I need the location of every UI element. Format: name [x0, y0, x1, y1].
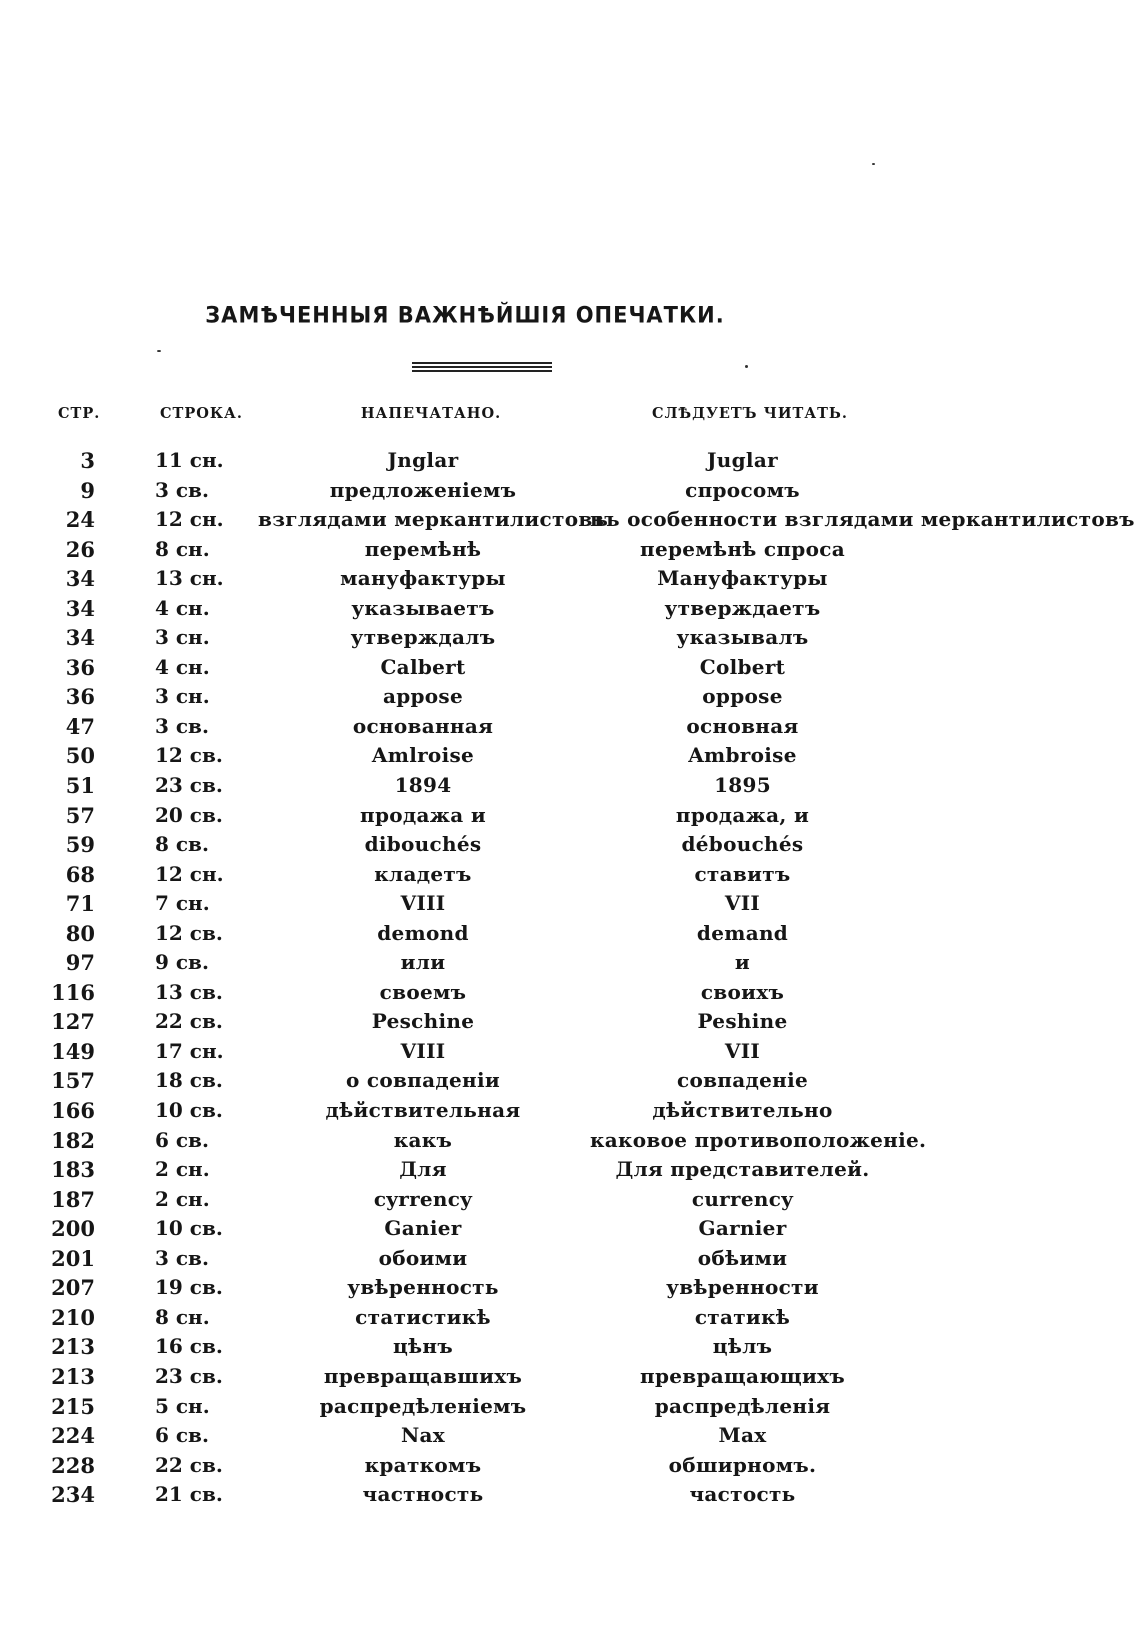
scan-speck	[157, 350, 161, 352]
cell-printed: Для	[399, 1157, 447, 1182]
cell-page: 36	[65, 654, 95, 680]
divider-line	[412, 362, 552, 364]
cell-line: 23 св.	[155, 773, 223, 798]
cell-page: 157	[51, 1068, 95, 1094]
cell-should-read: Garnier	[698, 1216, 787, 1241]
cell-should-read: частость	[689, 1482, 796, 1507]
table-row	[0, 712, 1140, 742]
cell-line: 4 сн.	[155, 595, 210, 620]
cell-line: 5 сн.	[155, 1393, 210, 1418]
cell-printed: основанная	[352, 713, 494, 738]
cell-line: 17 сн.	[155, 1038, 224, 1063]
cell-should-read: débouchés	[681, 832, 804, 857]
cell-should-read: статикѣ	[694, 1304, 791, 1329]
cell-printed: dibouchés	[364, 832, 482, 857]
table-row	[0, 1096, 1140, 1126]
cell-page: 47	[65, 713, 95, 739]
table-row	[0, 948, 1140, 978]
cell-printed: превращавшихъ	[323, 1363, 523, 1388]
cell-printed: частность	[362, 1482, 484, 1507]
cell-should-read: каковое противоположеніе.	[590, 1127, 927, 1152]
cell-page: 224	[51, 1423, 95, 1449]
cell-page: 182	[51, 1127, 95, 1153]
cell-printed: Amlroise	[371, 743, 475, 768]
cell-printed: Nax	[400, 1423, 446, 1448]
cell-should-read: demand	[696, 920, 789, 945]
cell-page: 200	[51, 1216, 95, 1242]
errata-table	[0, 446, 1140, 1510]
cell-printed: Jnglar	[387, 448, 459, 472]
cell-line: 12 св.	[155, 743, 223, 768]
cell-line: 12 св.	[155, 920, 223, 945]
cell-line: 2 сн.	[155, 1186, 210, 1211]
cell-should-read: указывалъ	[676, 625, 809, 650]
header-line: СТРОКА.	[160, 405, 243, 422]
cell-should-read: и	[734, 950, 751, 975]
cell-line: 22 св.	[155, 1452, 223, 1477]
table-header	[0, 405, 1140, 425]
cell-line: 10 св.	[155, 1216, 223, 1241]
cell-should-read: совпаденіе	[676, 1068, 809, 1093]
scan-speck	[872, 163, 875, 165]
cell-page: 213	[51, 1334, 95, 1360]
table-row	[0, 1214, 1140, 1244]
cell-should-read: Max	[718, 1423, 767, 1448]
cell-line: 10 св.	[155, 1098, 223, 1123]
cell-printed: VIII	[400, 891, 446, 916]
table-row	[0, 1421, 1140, 1451]
cell-line: 2 сн.	[155, 1157, 210, 1182]
cell-printed: увѣренность	[347, 1275, 499, 1300]
cell-should-read: спросомъ	[685, 477, 800, 502]
cell-page: 9	[80, 477, 95, 503]
cell-line: 8 сн.	[155, 1304, 210, 1329]
table-row	[0, 594, 1140, 624]
cell-printed: своемъ	[379, 979, 467, 1004]
table-row	[0, 505, 1140, 535]
table-row	[0, 1451, 1140, 1481]
cell-should-read: Ambroise	[688, 743, 797, 768]
cell-should-read: перемѣнѣ спроса	[640, 536, 845, 561]
table-row	[0, 1126, 1140, 1156]
cell-printed: цѣнъ	[392, 1334, 454, 1359]
cell-page: 36	[65, 684, 95, 710]
cell-printed: demond	[377, 920, 469, 945]
cell-page: 59	[65, 832, 95, 858]
cell-should-read: currency	[691, 1186, 794, 1211]
cell-printed: краткомъ	[364, 1452, 482, 1477]
cell-line: 11 сн.	[155, 448, 224, 472]
table-row	[0, 1185, 1140, 1215]
cell-printed: какъ	[393, 1127, 453, 1152]
table-row	[0, 860, 1140, 890]
table-row	[0, 889, 1140, 919]
cell-line: 8 св.	[155, 832, 209, 857]
cell-should-read: основная	[686, 713, 799, 738]
cell-should-read: VII	[724, 891, 761, 916]
cell-page: 149	[51, 1038, 95, 1064]
cell-printed: или	[400, 950, 446, 975]
cell-line: 4 сн.	[155, 654, 210, 679]
table-row	[0, 1066, 1140, 1096]
cell-should-read: дѣйствительно	[652, 1098, 833, 1123]
cell-should-read: ставитъ	[694, 861, 791, 886]
table-row	[0, 1392, 1140, 1422]
cell-printed: VIII	[400, 1038, 446, 1063]
cell-printed: распредѣленіемъ	[319, 1393, 527, 1418]
cell-page: 97	[65, 950, 95, 976]
cell-should-read: обширномъ.	[668, 1452, 817, 1477]
cell-page: 215	[51, 1393, 95, 1419]
cell-line: 13 св.	[155, 979, 223, 1004]
header-should-read: СЛѢДУЕТЪ ЧИТАТЬ.	[652, 405, 848, 422]
cell-should-read: своихъ	[700, 979, 785, 1004]
cell-line: 13 сн.	[155, 566, 224, 591]
table-row	[0, 1037, 1140, 1067]
header-printed: НАПЕЧАТАНО.	[360, 405, 502, 422]
cell-line: 20 св.	[155, 802, 223, 827]
page-title: ЗАМѢЧЕННЫЯ ВАЖНѢЙШІЯ ОПЕЧАТКИ.	[205, 302, 725, 328]
cell-page: 207	[51, 1275, 95, 1301]
cell-should-read: Мануфактуры	[657, 566, 828, 591]
cell-line: 8 сн.	[155, 536, 210, 561]
cell-line: 3 св.	[155, 1245, 209, 1270]
table-row	[0, 801, 1140, 831]
divider-line	[412, 366, 552, 368]
cell-page: 68	[65, 861, 95, 887]
cell-printed: cyrrency	[373, 1186, 473, 1211]
cell-printed: статистикѣ	[355, 1304, 491, 1329]
cell-page: 26	[65, 536, 95, 562]
cell-printed: кладетъ	[374, 861, 472, 886]
cell-printed: продажа и	[360, 802, 486, 827]
cell-should-read: цѣлъ	[712, 1334, 773, 1359]
table-row	[0, 682, 1140, 712]
cell-printed: утверждалъ	[350, 625, 496, 650]
cell-should-read: обѣими	[697, 1245, 788, 1270]
cell-printed: 1894	[394, 773, 452, 798]
table-row	[0, 1303, 1140, 1333]
cell-page: 210	[51, 1304, 95, 1330]
cell-line: 12 сн.	[155, 507, 224, 532]
table-row	[0, 1007, 1140, 1037]
cell-line: 16 св.	[155, 1334, 223, 1359]
cell-page: 51	[65, 773, 95, 799]
cell-page: 50	[65, 743, 95, 769]
cell-line: 3 сн.	[155, 625, 210, 650]
cell-line: 7 сн.	[155, 891, 210, 916]
cell-page: 127	[51, 1009, 95, 1035]
cell-line: 6 св.	[155, 1423, 209, 1448]
cell-printed: мануфактуры	[340, 566, 506, 591]
table-row	[0, 978, 1140, 1008]
table-row	[0, 741, 1140, 771]
cell-line: 21 св.	[155, 1482, 223, 1507]
cell-page: 213	[51, 1363, 95, 1389]
cell-printed: предложеніемъ	[329, 477, 517, 502]
cell-printed: перемѣнѣ	[364, 536, 482, 561]
cell-printed: Ganier	[384, 1216, 462, 1241]
cell-line: 22 св.	[155, 1009, 223, 1034]
table-row	[0, 653, 1140, 683]
cell-should-read: Peshine	[697, 1009, 788, 1034]
cell-page: 183	[51, 1157, 95, 1183]
cell-should-read: утверждаетъ	[664, 595, 821, 620]
table-row	[0, 1244, 1140, 1274]
cell-printed: Peschine	[371, 1009, 475, 1034]
table-row	[0, 1332, 1140, 1362]
cell-page: 187	[51, 1186, 95, 1212]
cell-page: 228	[51, 1452, 95, 1478]
title-divider	[412, 362, 552, 371]
cell-printed: указываетъ	[351, 595, 495, 620]
cell-page: 57	[65, 802, 95, 828]
cell-page: 234	[51, 1482, 95, 1508]
cell-line: 3 сн.	[155, 684, 210, 709]
cell-line: 18 св.	[155, 1068, 223, 1093]
table-row	[0, 1362, 1140, 1392]
cell-page: 71	[65, 891, 95, 917]
cell-page: 201	[51, 1245, 95, 1271]
cell-should-read: Для представителей.	[615, 1157, 870, 1182]
cell-should-read: въ особенности взглядами меркантилистовъ	[590, 507, 1135, 532]
cell-printed: appose	[382, 684, 464, 709]
cell-line: 3 св.	[155, 477, 209, 502]
cell-should-read: Colbert	[699, 654, 786, 679]
table-row	[0, 535, 1140, 565]
cell-should-read: oppose	[702, 684, 783, 709]
cell-page: 34	[65, 566, 95, 592]
cell-printed: обоими	[378, 1245, 468, 1270]
table-row	[0, 446, 1140, 476]
cell-printed: дѣйствительная	[325, 1098, 521, 1123]
cell-page: 80	[65, 920, 95, 946]
cell-line: 9 св.	[155, 950, 209, 975]
header-page: СТР.	[58, 405, 101, 422]
cell-should-read: 1895	[714, 773, 771, 798]
cell-page: 166	[51, 1098, 95, 1124]
cell-printed: Calbert	[380, 654, 466, 679]
cell-page: 24	[65, 507, 95, 533]
cell-page: 34	[65, 595, 95, 621]
cell-page: 3	[80, 448, 95, 473]
cell-should-read: распредѣленія	[654, 1393, 831, 1418]
cell-page: 116	[51, 979, 95, 1005]
scan-speck	[745, 365, 748, 368]
cell-line: 3 св.	[155, 713, 209, 738]
table-row	[0, 771, 1140, 801]
cell-line: 19 св.	[155, 1275, 223, 1300]
cell-should-read: Juglar	[707, 448, 778, 472]
cell-printed: взглядами меркантилистовъ	[258, 507, 609, 532]
table-row	[0, 564, 1140, 594]
table-row	[0, 476, 1140, 506]
cell-printed: о совпаденіи	[345, 1068, 501, 1093]
table-row	[0, 830, 1140, 860]
cell-line: 6 св.	[155, 1127, 209, 1152]
cell-line: 12 сн.	[155, 861, 224, 886]
table-row	[0, 1480, 1140, 1510]
table-row	[0, 919, 1140, 949]
table-row	[0, 1155, 1140, 1185]
table-row	[0, 1273, 1140, 1303]
divider-line	[412, 370, 552, 372]
table-row	[0, 623, 1140, 653]
cell-line: 23 св.	[155, 1363, 223, 1388]
cell-should-read: VII	[724, 1038, 761, 1063]
cell-page: 34	[65, 625, 95, 651]
cell-should-read: увѣренности	[666, 1275, 819, 1300]
cell-should-read: превращающихъ	[640, 1363, 845, 1388]
cell-should-read: продажа, и	[675, 802, 810, 827]
